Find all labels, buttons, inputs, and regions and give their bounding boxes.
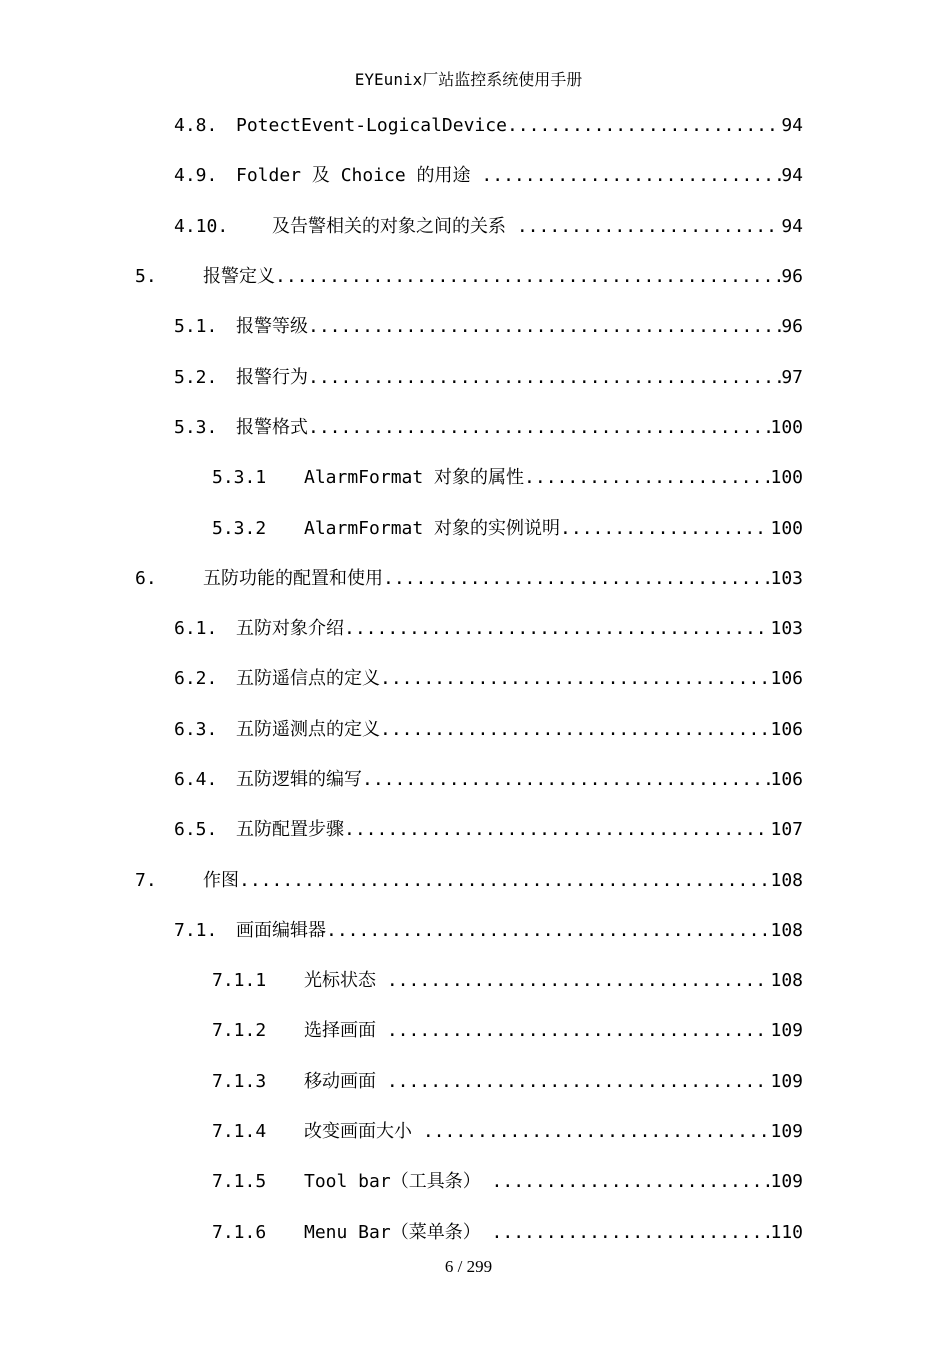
toc-entry-number: 6.	[135, 567, 157, 589]
toc-entry-number: 7.1.	[174, 919, 218, 941]
toc-dot-leader	[275, 265, 781, 289]
toc-entry-number: 6.3.	[174, 718, 218, 740]
toc-entry-title: 光标状态	[304, 970, 387, 992]
toc-entry-number: 6.2.	[174, 668, 218, 690]
toc-dot-leader	[387, 1070, 771, 1094]
toc-entry-number: 5.3.	[174, 416, 218, 438]
toc-entry-number: 7.1.2	[212, 1020, 267, 1042]
toc-entry-number: 7.1.6	[212, 1221, 267, 1243]
toc-entry-page: 110	[770, 1221, 803, 1243]
toc-entry-number: 4.9.	[174, 165, 218, 187]
toc-entry-page: 109	[770, 1020, 803, 1042]
toc-entry	[0, 101, 803, 151]
toc-dot-leader	[387, 1019, 771, 1043]
toc-entry-title: Tool bar（工具条）	[304, 1171, 492, 1193]
toc-entry-title: 报警定义	[203, 266, 275, 288]
toc-dot-leader	[239, 869, 770, 893]
toc-entry-number: 7.1.4	[212, 1121, 267, 1143]
toc-entry	[0, 855, 803, 905]
toc-entry-title: 及告警相关的对象之间的关系	[272, 215, 517, 237]
page-number-footer: 6 / 299	[444, 1257, 493, 1276]
toc-dot-leader	[387, 969, 771, 993]
table-of-contents	[0, 101, 803, 1258]
toc-entry-title: 五防对象介绍	[236, 618, 344, 640]
toc-entry-number: 5.3.1	[212, 467, 267, 489]
toc-entry	[0, 453, 803, 503]
toc-entry-page: 97	[781, 366, 803, 388]
toc-entry-page: 109	[770, 1121, 803, 1143]
toc-dot-leader	[423, 1120, 771, 1144]
toc-entry-title: 报警等级	[236, 316, 308, 338]
toc-entry-number: 6.4.	[174, 769, 218, 790]
toc-entry-page: 100	[770, 467, 803, 489]
page-header-title: EYEunix厂站监控系统使用手册	[354, 70, 583, 89]
toc-entry-title: 五防功能的配置和使用	[203, 567, 383, 589]
toc-dot-leader	[481, 164, 781, 188]
toc-entry-title: 报警行为	[236, 366, 308, 388]
toc-dot-leader	[362, 768, 770, 792]
toc-entry-title: 五防逻辑的编写	[236, 769, 362, 790]
toc-entry-page: 107	[770, 819, 803, 841]
toc-entry-page: 108	[770, 919, 803, 941]
toc-dot-leader	[383, 567, 770, 591]
toc-entry-page: 109	[770, 1070, 803, 1092]
toc-dot-leader	[492, 1170, 771, 1194]
toc-dot-leader	[344, 617, 770, 641]
toc-entry-title: 选择画面	[304, 1020, 387, 1042]
toc-dot-leader	[344, 818, 770, 842]
toc-entry-number: 7.1.5	[212, 1171, 267, 1193]
toc-entry-page: 94	[781, 115, 803, 137]
toc-dot-leader	[308, 366, 781, 390]
toc-entry	[0, 302, 803, 352]
toc-entry-title: PotectEvent-LogicalDevice	[236, 115, 507, 137]
toc-dot-leader	[507, 114, 781, 138]
toc-entry-page: 96	[781, 266, 803, 288]
toc-entry-number: 7.1.3	[212, 1070, 267, 1092]
toc-entry	[0, 352, 803, 402]
toc-entry	[0, 1157, 803, 1207]
toc-entry	[0, 956, 803, 1006]
toc-entry-number: 4.10.	[174, 215, 229, 237]
toc-entry-page: 96	[781, 316, 803, 338]
toc-entry-title: 五防配置步骤	[236, 819, 344, 841]
toc-entry-number: 7.1.1	[212, 970, 267, 992]
toc-entry	[0, 503, 803, 553]
toc-entry-title: 五防遥信点的定义	[236, 668, 380, 690]
toc-entry-title: 作图	[203, 869, 239, 891]
toc-dot-leader	[308, 416, 770, 440]
toc-entry-page: 108	[770, 970, 803, 992]
toc-entry-number: 5.	[135, 266, 157, 288]
toc-dot-leader	[380, 667, 770, 691]
toc-entry	[0, 1006, 803, 1056]
toc-entry-page: 94	[781, 165, 803, 187]
toc-entry-title: 报警格式	[236, 416, 308, 438]
toc-entry-number: 5.1.	[174, 316, 218, 338]
toc-entry-page: 106	[770, 718, 803, 740]
toc-dot-leader	[380, 718, 770, 742]
toc-entry-page: 103	[770, 567, 803, 589]
toc-entry-page: 100	[770, 517, 803, 539]
toc-entry-number: 4.8.	[174, 115, 218, 137]
toc-entry-title: AlarmFormat 对象的属性	[304, 467, 525, 489]
toc-entry	[0, 805, 803, 855]
toc-dot-leader	[492, 1221, 771, 1245]
toc-entry	[0, 252, 803, 302]
toc-entry-title: 五防遥测点的定义	[236, 718, 380, 740]
toc-entry	[0, 654, 803, 704]
toc-entry	[0, 151, 803, 201]
toc-entry	[0, 604, 803, 654]
toc-entry	[0, 1208, 803, 1258]
toc-entry	[0, 403, 803, 453]
toc-entry-page: 106	[770, 668, 803, 690]
toc-entry-number: 6.1.	[174, 618, 218, 640]
toc-dot-leader	[517, 215, 781, 239]
toc-entry	[0, 554, 803, 604]
toc-entry-title: AlarmFormat 对象的实例说明	[304, 517, 561, 539]
toc-entry-number: 7.	[135, 869, 157, 891]
toc-dot-leader	[524, 466, 770, 490]
toc-entry-number: 5.3.2	[212, 517, 267, 539]
toc-entry-page: 108	[770, 869, 803, 891]
toc-entry-page: 94	[781, 215, 803, 237]
toc-entry	[0, 1057, 803, 1107]
toc-dot-leader	[308, 315, 781, 339]
toc-entry-page: 100	[770, 416, 803, 438]
toc-dot-leader	[560, 517, 770, 541]
toc-entry-page: 103	[770, 618, 803, 640]
toc-entry	[0, 705, 803, 755]
toc-entry-number: 6.5.	[174, 819, 218, 841]
toc-entry-title: 移动画面	[304, 1070, 387, 1092]
toc-entry-title: 画面编辑器	[236, 919, 326, 941]
toc-dot-leader	[326, 919, 770, 943]
toc-entry-title: 改变画面大小	[304, 1121, 423, 1143]
toc-entry-title: Folder 及 Choice 的用途	[236, 165, 482, 187]
toc-entry-page: 109	[770, 1171, 803, 1193]
toc-entry	[0, 906, 803, 956]
toc-entry	[0, 1107, 803, 1157]
toc-entry	[0, 755, 803, 805]
toc-entry-page: 106	[770, 769, 803, 790]
toc-entry-number: 5.2.	[174, 366, 218, 388]
toc-entry-title: Menu Bar（菜单条）	[304, 1221, 492, 1243]
toc-entry	[0, 202, 803, 252]
